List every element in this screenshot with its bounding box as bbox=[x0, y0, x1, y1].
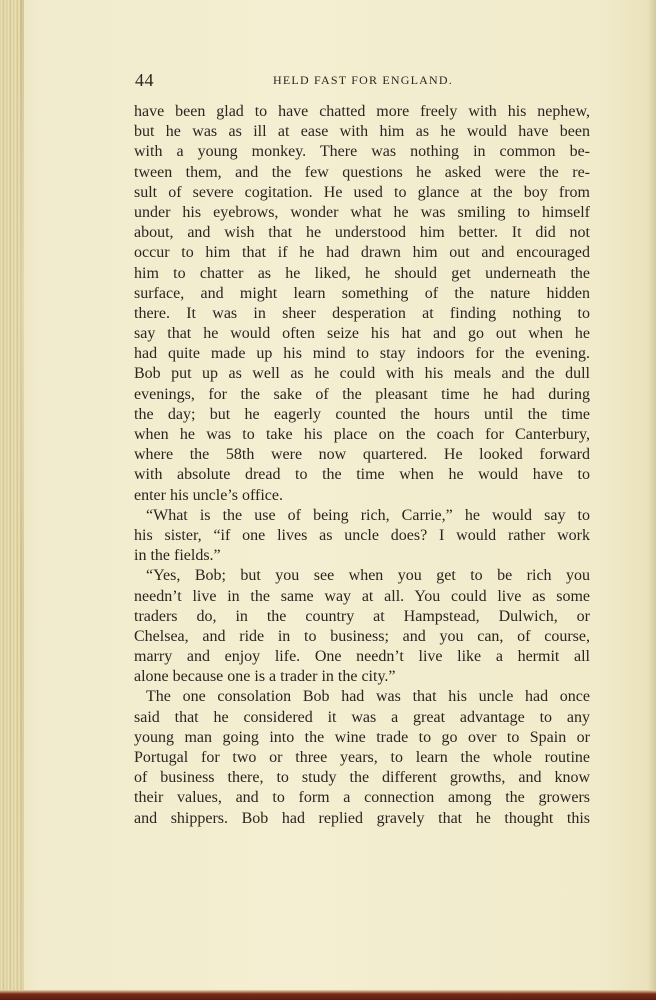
text-line: but he was as ill at ease with him as he would have been bbox=[134, 123, 590, 141]
text-line: young man going into the wine trade to go over to Spain or bbox=[134, 728, 590, 746]
text-line: enter his uncle’s office. bbox=[134, 486, 283, 504]
body-text bbox=[134, 102, 590, 829]
text-line: Bob put up as well as he could with his meals and the dull bbox=[134, 365, 590, 383]
text-line: about, and wish that he understood him better. It did not bbox=[134, 224, 590, 242]
page-bottom-edge bbox=[0, 990, 656, 1000]
text-line: where the 58th were now quartered. He looked forward bbox=[134, 446, 590, 464]
text-line: the day; but he eagerly counted the hours until the time bbox=[134, 405, 590, 423]
text-line: marry and enjoy life. One needn’t live like a hermit all bbox=[134, 648, 590, 666]
text-line: “Yes, Bob; but you see when you get to be rich you bbox=[146, 567, 590, 585]
text-line: had quite made up his mind to stay indoors for the evening. bbox=[134, 345, 590, 363]
text-line: evenings, for the sake of the pleasant time he had during bbox=[134, 385, 590, 403]
text-line: with a young monkey. There was nothing in common be- bbox=[134, 143, 590, 161]
text-line: there. It was in sheer desperation at finding nothing to bbox=[134, 304, 590, 322]
text-line: him to chatter as he liked, he should get underneath the bbox=[134, 264, 590, 282]
running-head: HELD FAST FOR ENGLAND. bbox=[273, 73, 453, 87]
text-line: of business there, to study the different growths, and know bbox=[134, 769, 590, 787]
text-line: say that he would often seize his hat and go out when he bbox=[134, 325, 590, 343]
text-line: Portugal for two or three years, to learn the whole routine bbox=[134, 749, 590, 766]
text-line: surface, and might learn something of the nature hidden bbox=[134, 284, 590, 302]
text-line: alone because one is a trader in the city.” bbox=[134, 668, 396, 686]
text-line: needn’t live in the same way at all. You could live as some bbox=[134, 587, 590, 605]
page-number: 44 bbox=[135, 70, 154, 90]
text-line: have been glad to have chatted more freely with his nephew, bbox=[134, 103, 590, 120]
text-line: in the fields.” bbox=[134, 547, 221, 565]
page-binding-edge bbox=[0, 0, 22, 1000]
text-line: said that he considered it was a great advantage to any bbox=[134, 708, 590, 726]
page-right-shadow bbox=[648, 0, 656, 990]
page-header bbox=[135, 70, 591, 94]
text-line: traders do, in the country at Hampstead, Dulwich, or bbox=[134, 607, 590, 625]
text-line: with absolute dread to the time when he would have to bbox=[134, 466, 590, 484]
text-line: sult of severe cogitation. He used to glance at the boy from bbox=[134, 183, 590, 201]
text-line: The one consolation Bob had was that his uncle had once bbox=[146, 688, 590, 706]
text-line: his sister, “if one lives as uncle does? I would rather work bbox=[134, 526, 590, 544]
text-line: “What is the use of being rich, Carrie,” he would say to bbox=[146, 506, 590, 524]
text-line: under his eyebrows, wonder what he was smiling to himself bbox=[134, 203, 590, 221]
text-line: their values, and to form a connection among the growers bbox=[134, 789, 590, 807]
text-line: and shippers. Bob had replied gravely that he thought this bbox=[134, 809, 590, 827]
text-line: Chelsea, and ride in to business; and you can, of course, bbox=[134, 627, 590, 645]
text-line: when he was to take his place on the coach for Canterbury, bbox=[134, 426, 590, 443]
text-line: tween them, and the few questions he asked were the re- bbox=[134, 163, 590, 181]
text-line: occur to him that if he had drawn him out and encouraged bbox=[134, 244, 590, 262]
